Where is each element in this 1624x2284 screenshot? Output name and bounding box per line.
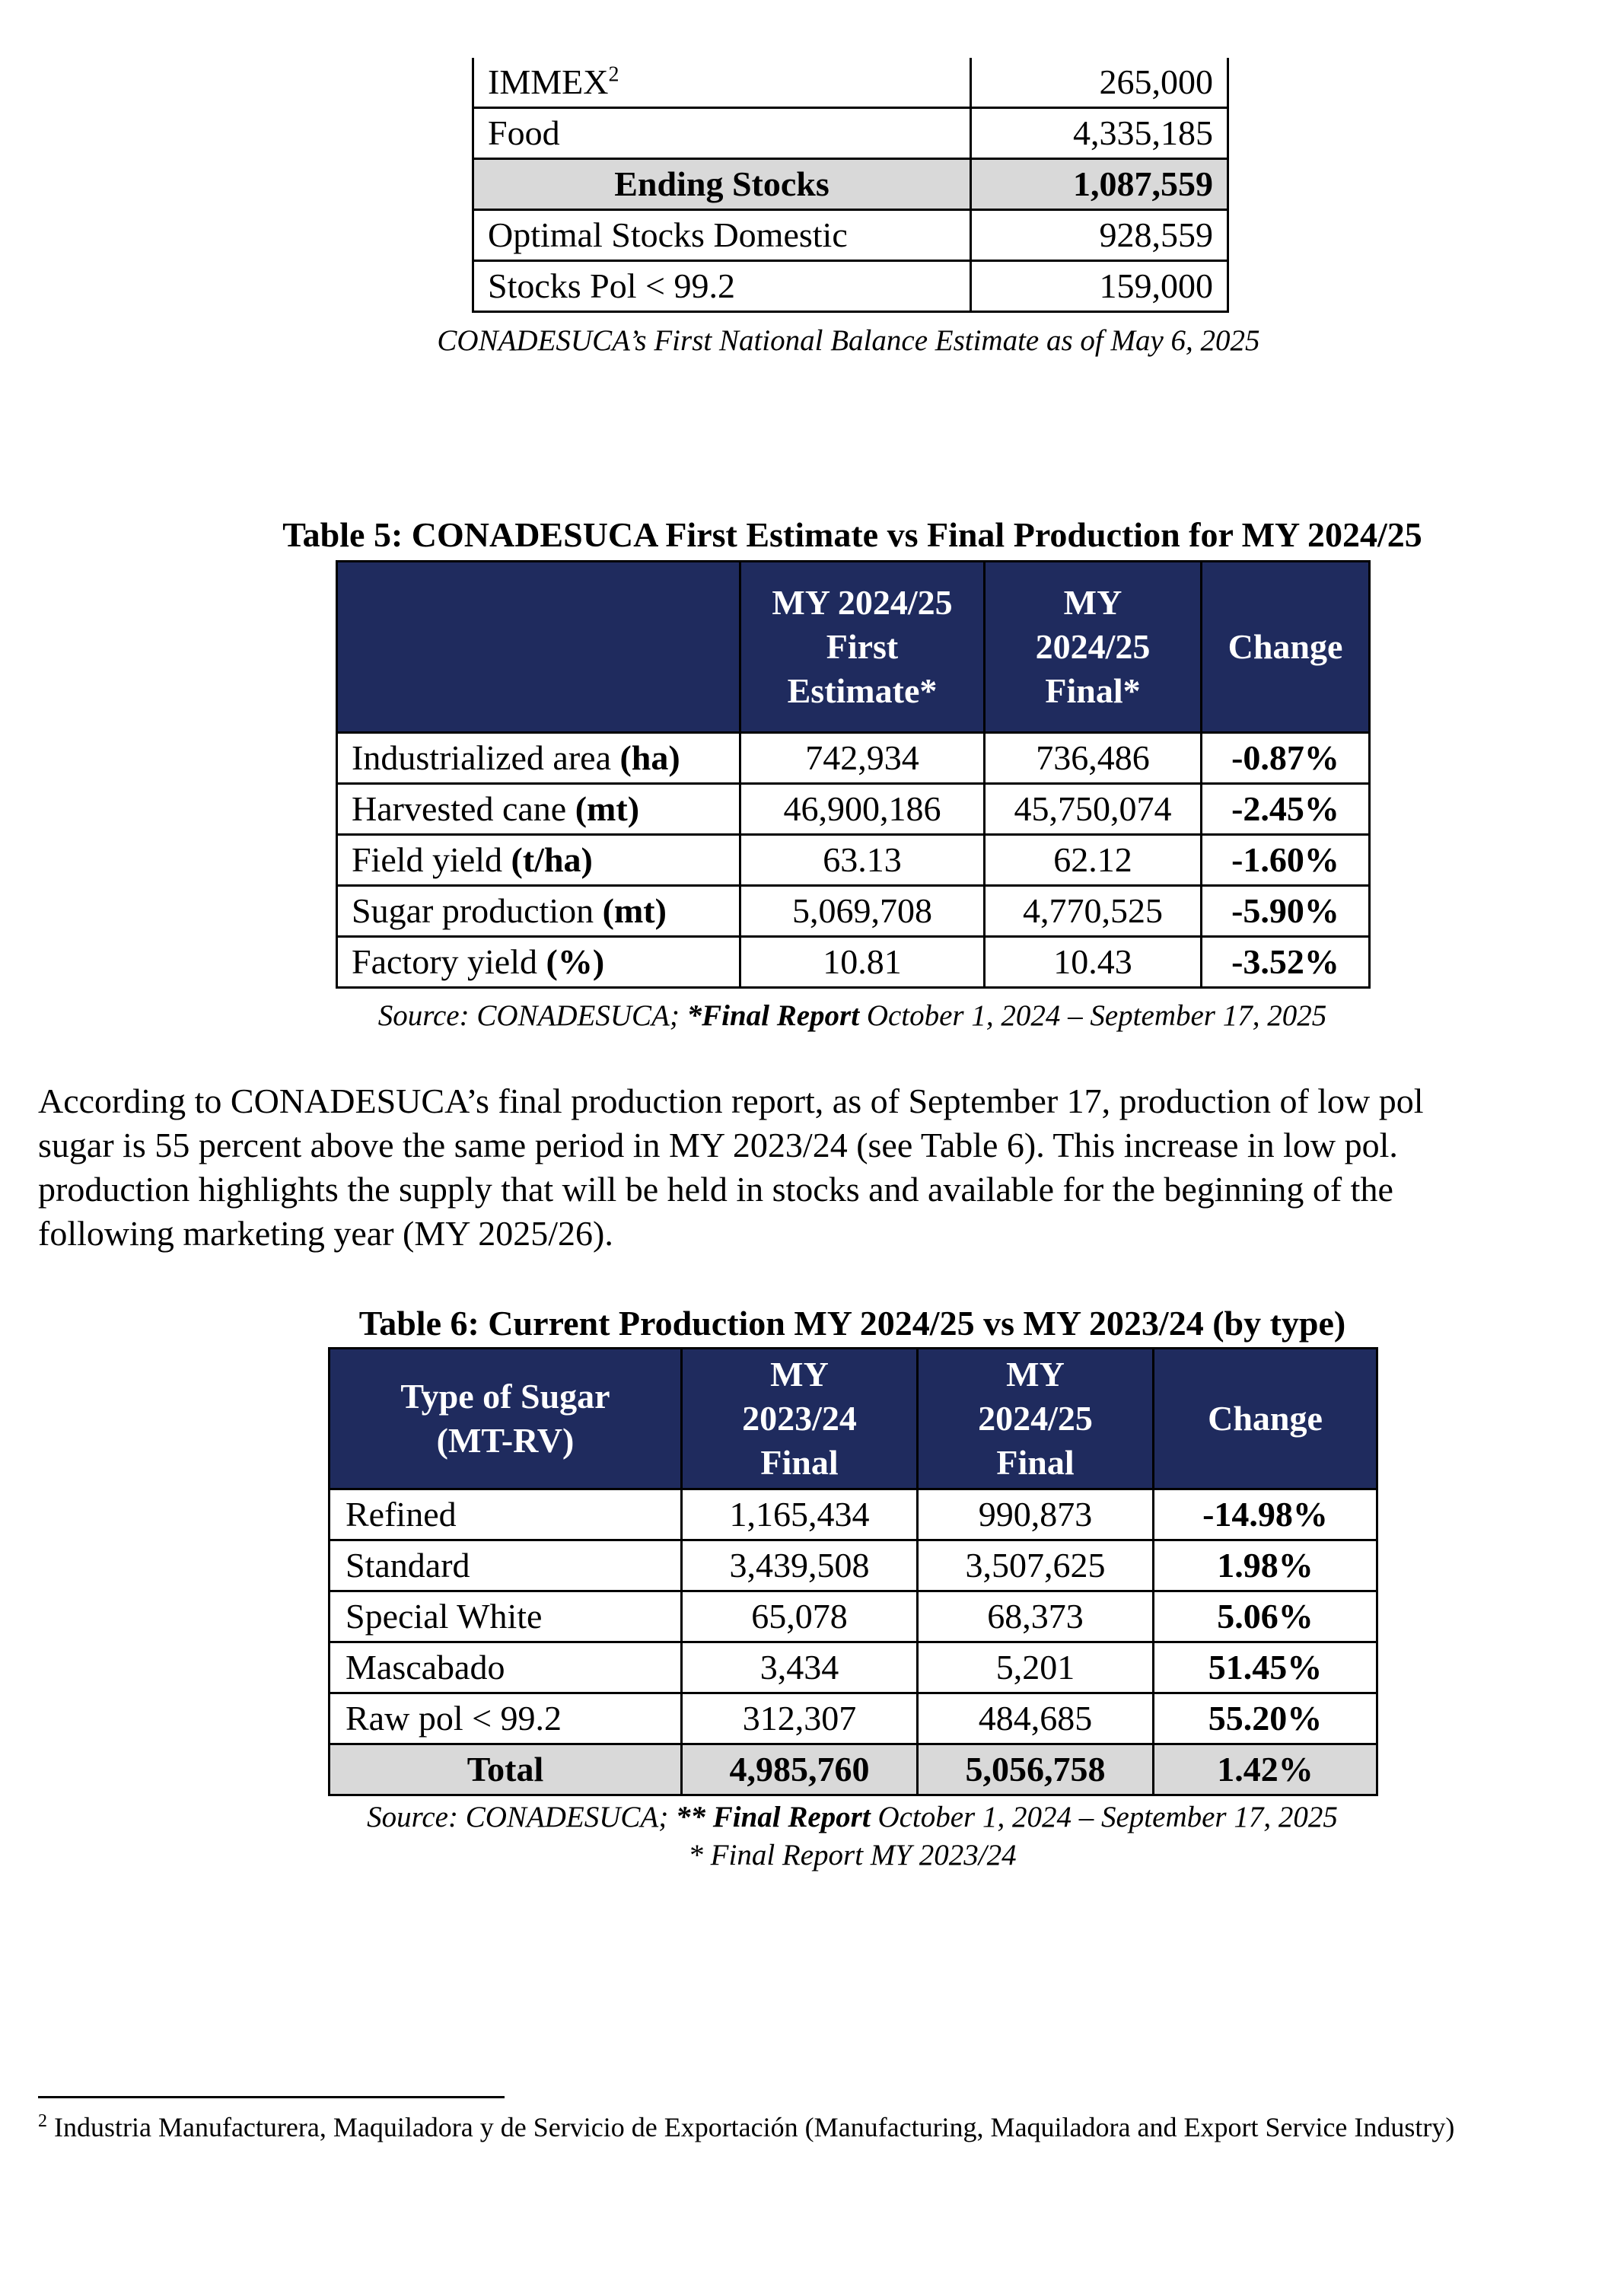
table6-source: Source: CONADESUCA; ** Final Report October 1, 2024 – September 17, 2025 xyxy=(367,1801,1338,1833)
table-row xyxy=(337,733,1370,784)
my2324-cell: 4,985,760 xyxy=(682,1744,918,1795)
footnote-marker: 2 xyxy=(608,62,619,87)
row-label: Stocks Pol < 99.2 xyxy=(473,261,971,312)
change-cell: -0.87% xyxy=(1202,733,1370,784)
my2425-cell: 484,685 xyxy=(918,1693,1154,1744)
change-cell: 51.45% xyxy=(1154,1642,1377,1693)
final-cell: 4,770,525 xyxy=(985,886,1202,937)
first-estimate-cell: 742,934 xyxy=(740,733,985,784)
table-row xyxy=(473,108,1228,159)
table6-title: Table 6: Current Production MY 2024/25 vs MY 2023/24 (by type) xyxy=(358,1304,1346,1343)
table4-caption: CONADESUCA’s First National Balance Estimate as of May 6, 2025 xyxy=(437,324,1260,357)
table-header-row xyxy=(337,562,1370,733)
table5 xyxy=(336,560,1371,989)
table6-note: * Final Report MY 2023/24 xyxy=(688,1839,1017,1871)
table-row xyxy=(330,1489,1377,1540)
row-label: Industrialized area (ha) xyxy=(337,733,740,784)
row-label: Optimal Stocks Domestic xyxy=(473,210,971,261)
table-row xyxy=(473,210,1228,261)
row-label: Sugar production (mt) xyxy=(337,886,740,937)
paragraph-line: following marketing year (MY 2025/26). xyxy=(38,1214,613,1253)
final-cell: 62.12 xyxy=(985,835,1202,886)
row-label: Mascabado xyxy=(330,1642,682,1693)
paragraph-line: sugar is 55 percent above the same period in MY 2023/24 (see Table 6). This increase in low pol. xyxy=(38,1126,1398,1164)
table-row-total xyxy=(330,1744,1377,1795)
footnote-rule xyxy=(38,2096,505,2098)
table-row xyxy=(330,1693,1377,1744)
change-cell: -14.98% xyxy=(1154,1489,1377,1540)
paragraph-line: According to CONADESUCA’s final production report, as of September 17, production of low pol xyxy=(38,1081,1424,1120)
my2425-cell: 5,201 xyxy=(918,1642,1154,1693)
header-blank xyxy=(337,562,740,733)
change-cell: -3.52% xyxy=(1202,937,1370,988)
header-final: MY 2024/25 Final* xyxy=(985,562,1202,733)
my2425-cell: 68,373 xyxy=(918,1591,1154,1642)
header-2024-25: MY 2024/25 Final xyxy=(918,1349,1154,1489)
my2324-cell: 3,439,508 xyxy=(682,1540,918,1591)
row-label: Standard xyxy=(330,1540,682,1591)
table-row xyxy=(473,261,1228,312)
row-value: 4,335,185 xyxy=(971,108,1228,159)
first-estimate-cell: 5,069,708 xyxy=(740,886,985,937)
change-cell: -5.90% xyxy=(1202,886,1370,937)
header-type-of-sugar: Type of Sugar (MT-RV) xyxy=(330,1349,682,1489)
my2324-cell: 312,307 xyxy=(682,1693,918,1744)
table-row xyxy=(473,58,1228,108)
change-cell: -2.45% xyxy=(1202,784,1370,835)
final-cell: 10.43 xyxy=(985,937,1202,988)
table-row xyxy=(330,1642,1377,1693)
paragraph-line: production highlights the supply that will be held in stocks and available for the beginning of the xyxy=(38,1170,1393,1209)
final-cell: 736,486 xyxy=(985,733,1202,784)
table6 xyxy=(328,1347,1378,1796)
balance-table xyxy=(472,58,1229,313)
row-label: Raw pol < 99.2 xyxy=(330,1693,682,1744)
my2425-cell: 990,873 xyxy=(918,1489,1154,1540)
final-cell: 45,750,074 xyxy=(985,784,1202,835)
header-first-estimate: MY 2024/25 First Estimate* xyxy=(740,562,985,733)
change-cell: -1.60% xyxy=(1202,835,1370,886)
table-row xyxy=(330,1591,1377,1642)
footnote-number: 2 xyxy=(38,2111,47,2131)
first-estimate-cell: 46,900,186 xyxy=(740,784,985,835)
my2425-cell: 5,056,758 xyxy=(918,1744,1154,1795)
row-value: 1,087,559 xyxy=(971,159,1228,210)
footnote xyxy=(38,2111,1454,2143)
table-row xyxy=(330,1540,1377,1591)
change-cell: 1.98% xyxy=(1154,1540,1377,1591)
row-label: IMMEX$^2$ xyxy=(473,58,971,108)
table-row-ending-stocks xyxy=(473,159,1228,210)
my2324-cell: 65,078 xyxy=(682,1591,918,1642)
my2324-cell: 1,165,434 xyxy=(682,1489,918,1540)
table-row xyxy=(337,784,1370,835)
body-paragraph xyxy=(38,1079,1591,1256)
first-estimate-cell: 63.13 xyxy=(740,835,985,886)
row-label: Factory yield (%) xyxy=(337,937,740,988)
table-row xyxy=(337,937,1370,988)
change-cell: 5.06% xyxy=(1154,1591,1377,1642)
change-cell: 1.42% xyxy=(1154,1744,1377,1795)
row-label: Refined xyxy=(330,1489,682,1540)
row-label: Special White xyxy=(330,1591,682,1642)
row-value: 159,000 xyxy=(971,261,1228,312)
table-row xyxy=(337,835,1370,886)
row-label: Total xyxy=(330,1744,682,1795)
row-label: Harvested cane (mt) xyxy=(337,784,740,835)
table5-source: Source: CONADESUCA; *Final Report October 1, 2024 – September 17, 2025 xyxy=(377,999,1327,1032)
change-cell: 55.20% xyxy=(1154,1693,1377,1744)
row-value: 928,559 xyxy=(971,210,1228,261)
first-estimate-cell: 10.81 xyxy=(740,937,985,988)
table5-title: Table 5: CONADESUCA First Estimate vs Final Production for MY 2024/25 xyxy=(282,515,1422,554)
my2324-cell: 3,434 xyxy=(682,1642,918,1693)
table-header-row xyxy=(330,1349,1377,1489)
row-label: Ending Stocks xyxy=(473,159,971,210)
row-label: Food xyxy=(473,108,971,159)
table-row xyxy=(337,886,1370,937)
header-change: Change xyxy=(1154,1349,1377,1489)
my2425-cell: 3,507,625 xyxy=(918,1540,1154,1591)
header-change: Change xyxy=(1202,562,1370,733)
row-label: Field yield (t/ha) xyxy=(337,835,740,886)
row-value: 265,000 xyxy=(971,58,1228,108)
header-2023-24: MY 2023/24 Final xyxy=(682,1349,918,1489)
footnote-text: Industria Manufacturera, Maquiladora y de Servicio de Exportación (Manufacturing, Maquiladora and Export Service Industry) xyxy=(47,2112,1455,2142)
